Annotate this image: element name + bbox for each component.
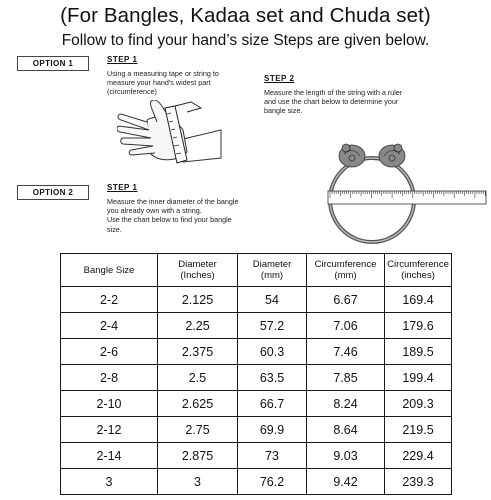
option-1-badge: OPTION 1 <box>17 56 89 71</box>
table-cell: 2.5 <box>158 365 238 391</box>
table-cell: 2-10 <box>61 391 158 417</box>
page-subtitle: Follow to find your hand’s size Steps are given below. <box>61 32 430 49</box>
table-cell: 63.5 <box>238 365 307 391</box>
bangle-with-ruler-icon <box>290 128 488 246</box>
table-cell: 2-4 <box>61 313 158 339</box>
table-cell: 2-6 <box>61 339 158 365</box>
page-title: (For Bangles, Kadaa set and Chuda set) <box>60 4 431 27</box>
column-header: Diameter (Inches) <box>158 254 238 287</box>
table-row <box>61 313 452 339</box>
table-cell: 2-12 <box>61 417 158 443</box>
table-cell: 229.4 <box>385 443 452 469</box>
option-2-step-1-text: Measure the inner diameter of the bangle you already own with a string. Use the chart below to find your bangle size. <box>107 197 239 234</box>
table-row <box>61 469 452 495</box>
option-2-step-1-title: STEP 1 <box>107 183 138 192</box>
table-cell: 2.625 <box>158 391 238 417</box>
option-1-step-2-text: Measure the length of the string with a ruler and use the chart below to determine your bangle size. <box>264 88 403 116</box>
column-header: Circumference (mm) <box>307 254 385 287</box>
table-cell: 3 <box>61 469 158 495</box>
column-header: Circumference (inches) <box>385 254 452 287</box>
table-cell: 2-2 <box>61 287 158 313</box>
table-cell: 189.5 <box>385 339 452 365</box>
table-cell: 179.6 <box>385 313 452 339</box>
hand-with-measuring-tape-icon <box>117 100 223 168</box>
table-cell: 7.85 <box>307 365 385 391</box>
table-row <box>61 365 452 391</box>
table-cell: 169.4 <box>385 287 452 313</box>
table-cell: 2.875 <box>158 443 238 469</box>
table-cell: 2.375 <box>158 339 238 365</box>
table-cell: 219.5 <box>385 417 452 443</box>
table-cell: 2.75 <box>158 417 238 443</box>
bangle-size-chart <box>60 253 452 495</box>
table-cell: 2.125 <box>158 287 238 313</box>
option-1-step-2-title: STEP 2 <box>264 74 295 83</box>
table-row <box>61 443 452 469</box>
table-cell: 73 <box>238 443 307 469</box>
table-cell: 9.42 <box>307 469 385 495</box>
table-row <box>61 339 452 365</box>
table-cell: 8.64 <box>307 417 385 443</box>
table-cell: 6.67 <box>307 287 385 313</box>
table-cell: 2-8 <box>61 365 158 391</box>
table-cell: 9.03 <box>307 443 385 469</box>
table-cell: 3 <box>158 469 238 495</box>
table-row <box>61 391 452 417</box>
column-header: Diameter (mm) <box>238 254 307 287</box>
table-cell: 54 <box>238 287 307 313</box>
column-header: Bangle Size <box>61 254 158 287</box>
table-cell: 7.06 <box>307 313 385 339</box>
table-cell: 2.25 <box>158 313 238 339</box>
table-cell: 2-14 <box>61 443 158 469</box>
table-cell: 60.3 <box>238 339 307 365</box>
table-header-row <box>61 254 452 287</box>
table-cell: 199.4 <box>385 365 452 391</box>
table-cell: 8.24 <box>307 391 385 417</box>
option-1-step-1-text: Using a measuring tape or string to measure your hand's widest part (circumference) <box>107 69 219 97</box>
table-cell: 7.46 <box>307 339 385 365</box>
option-1-step-1-title: STEP 1 <box>107 55 138 64</box>
option-2-badge: OPTION 2 <box>17 185 89 200</box>
table-cell: 66.7 <box>238 391 307 417</box>
table-row <box>61 287 452 313</box>
table-cell: 57.2 <box>238 313 307 339</box>
table-cell: 209.3 <box>385 391 452 417</box>
table-row <box>61 417 452 443</box>
table-cell: 76.2 <box>238 469 307 495</box>
table-cell: 69.9 <box>238 417 307 443</box>
table-cell: 239.3 <box>385 469 452 495</box>
